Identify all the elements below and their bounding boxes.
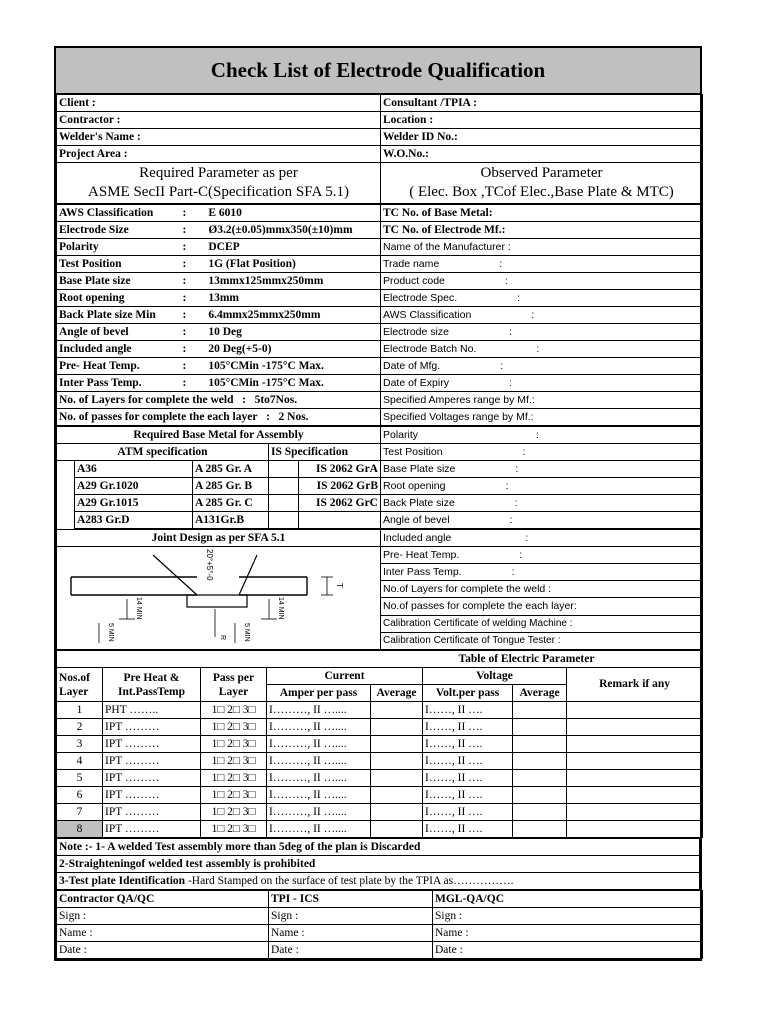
volt-field[interactable]: I……, II …. — [423, 736, 513, 753]
volt-field[interactable]: I……, II …. — [423, 719, 513, 736]
volt-average-field[interactable] — [513, 753, 567, 770]
parameter-table — [56, 204, 703, 426]
layer-column-header: Nos.of Layer — [57, 668, 103, 702]
passes-row: No. of passes for complete the each layer : 2 Nos. — [57, 409, 381, 426]
param-colon: : — [182, 274, 187, 287]
electric-row — [57, 719, 703, 736]
obs-calib-tester-field[interactable]: Calibration Certificate of Tongue Tester : — [381, 632, 703, 649]
amp-field[interactable]: I………, II ….... — [267, 736, 371, 753]
param-value-text: 105°CMin -175°C Max. — [208, 359, 324, 372]
volt-field[interactable]: I……, II …. — [423, 787, 513, 804]
voltage-column-header: Voltage — [423, 668, 567, 685]
voltage-average-header: Average — [513, 685, 567, 702]
observed-base-metal-field[interactable] — [381, 461, 703, 478]
param-label: Back Plate size Min — [57, 307, 173, 324]
param-value — [173, 205, 381, 222]
observed-field-label: Electrode Spec. — [383, 291, 458, 304]
amp-average-field[interactable] — [371, 787, 423, 804]
param-value — [173, 324, 381, 341]
param-value-text: 105°CMin -175°C Max. — [208, 376, 324, 389]
observed-field-label: Product code — [383, 274, 445, 287]
param-label: AWS Classification — [57, 205, 173, 222]
observed-colon: : — [536, 342, 540, 355]
observed-colon: : — [514, 496, 518, 509]
observed-colon: : — [508, 376, 512, 389]
amp-field[interactable]: I………, II ….... — [267, 821, 371, 838]
param-value — [173, 256, 381, 273]
atm-spec-a: A29 Gr.1015 — [75, 495, 193, 512]
volt-per-pass-header: Volt.per pass — [423, 685, 513, 702]
welder-name-field[interactable]: Welder's Name : — [57, 129, 381, 146]
observed-field-label: TC No. of Base Metal: — [383, 206, 493, 219]
observed-parameter-header: Observed Parameter ( Elec. Box ,TCof Elec.,Base Plate & MTC) — [381, 163, 703, 204]
electric-row — [57, 821, 703, 838]
observed-base-metal-field[interactable] — [381, 495, 703, 512]
observed-base-metal-field[interactable] — [381, 512, 703, 529]
pass-checkboxes[interactable]: 1□ 2□ 3□ — [201, 821, 267, 838]
remark-field[interactable] — [567, 787, 703, 804]
volt-field[interactable]: I……, II …. — [423, 821, 513, 838]
param-value — [173, 307, 381, 324]
temp-field[interactable]: IPT ……… — [103, 736, 201, 753]
param-value-text: 1G (Flat Position) — [208, 257, 296, 270]
amp-per-pass-header: Amper per pass — [267, 685, 371, 702]
param-colon: : — [182, 376, 187, 389]
obs-calib-machine-field[interactable]: Calibration Certificate of welding Machine : — [381, 615, 703, 632]
remark-column-header: Remark if any — [567, 668, 703, 702]
remark-field[interactable] — [567, 821, 703, 838]
remark-field[interactable] — [567, 804, 703, 821]
atm-spec-b: A 285 Gr. A — [193, 461, 269, 478]
observed-colon: : — [508, 325, 512, 338]
amp-field[interactable]: I………, II ….... — [267, 719, 371, 736]
temp-field[interactable]: IPT ……… — [103, 804, 201, 821]
is-spec-spacer — [269, 461, 299, 478]
amp-field[interactable]: I………, II ….... — [267, 787, 371, 804]
observed-colon: : — [499, 257, 503, 270]
layer-number: 6 — [57, 787, 103, 804]
atm-spec-b: A 285 Gr. C — [193, 495, 269, 512]
observed-field-label: Back Plate size — [383, 496, 455, 509]
is-spec-value — [299, 512, 381, 529]
included-angle-label: 20°+5°-0 — [205, 549, 214, 581]
param-label: Test Position — [57, 256, 173, 273]
amp-average-field[interactable] — [371, 702, 423, 719]
temp-field[interactable]: IPT ……… — [103, 770, 201, 787]
contractor-sign-field[interactable]: Sign : — [57, 908, 269, 925]
volt-field[interactable]: I……, II …. — [423, 753, 513, 770]
volt-average-field[interactable] — [513, 821, 567, 838]
amp-field[interactable]: I………, II ….... — [267, 804, 371, 821]
is-spec-spacer — [269, 512, 299, 529]
obs-layers-field[interactable]: No.of Layers for complete the weld : — [381, 581, 703, 598]
observed-field-label: AWS Classification — [383, 308, 472, 321]
electric-row — [57, 736, 703, 753]
mgl-date-field[interactable]: Date : — [433, 942, 703, 959]
param-value — [173, 273, 381, 290]
layer-number: 8 — [57, 821, 103, 838]
atm-spec-a: A29 Gr.1020 — [75, 478, 193, 495]
param-colon: : — [182, 359, 187, 372]
param-label: Pre- Heat Temp. — [57, 358, 173, 375]
electric-row — [57, 702, 703, 719]
current-column-header: Current — [267, 668, 423, 685]
base-metal-table — [56, 426, 703, 529]
metal-spacer — [57, 478, 75, 495]
volt-average-field[interactable] — [513, 787, 567, 804]
contractor-qaqc-header: Contractor QA/QC — [57, 891, 269, 908]
obs-preheat-field[interactable]: Pre- Heat Temp. : — [381, 547, 703, 564]
observed-field[interactable] — [381, 290, 703, 307]
electric-table-title: Table of Electric Parameter — [423, 651, 703, 668]
param-value — [173, 358, 381, 375]
min-5-label-right: 5 MIN — [243, 623, 250, 642]
observed-colon: : — [505, 479, 509, 492]
observed-colon: : — [515, 462, 519, 475]
observed-field[interactable] — [381, 222, 703, 239]
observed-field-label: Date of Expiry — [383, 376, 449, 389]
param-value — [173, 375, 381, 392]
joint-design-diagram — [57, 547, 381, 650]
observed-field-label: Electrode Batch No. — [383, 342, 477, 355]
contractor-field[interactable]: Contractor : — [57, 112, 381, 129]
root-label: R — [219, 635, 226, 641]
param-value-text: 10 Deg — [208, 325, 242, 338]
layer-number: 3 — [57, 736, 103, 753]
observed-field-label: Electrode size — [383, 325, 449, 338]
remark-field[interactable] — [567, 719, 703, 736]
note-3: 3-Test plate Identification -Hard Stamped on the surface of test plate by the TPIA as……………. — [57, 873, 700, 890]
is-spec-heading: IS Specification — [269, 444, 381, 461]
is-spec-spacer — [269, 495, 299, 512]
pass-checkboxes[interactable]: 1□ 2□ 3□ — [201, 787, 267, 804]
thickness-label: T — [335, 583, 344, 588]
page-title: Check List of Electrode Qualification — [56, 48, 700, 94]
observed-field[interactable] — [381, 324, 703, 341]
observed-colon: : — [500, 359, 504, 372]
consultant-field[interactable]: Consultant /TPIA : — [381, 95, 703, 112]
param-colon: : — [182, 291, 187, 304]
temp-field[interactable]: PHT …….. — [103, 702, 201, 719]
param-value-text: DCEP — [208, 240, 240, 253]
observed-field[interactable] — [381, 358, 703, 375]
observed-field[interactable] — [381, 375, 703, 392]
observed-field[interactable] — [381, 205, 703, 222]
base-metal-heading: Required Base Metal for Assembly — [57, 427, 381, 444]
tpi-name-field[interactable]: Name : — [269, 925, 433, 942]
observed-field-label: Name of the Manufacturer : — [383, 240, 511, 253]
layer-number: 5 — [57, 770, 103, 787]
contractor-date-field[interactable]: Date : — [57, 942, 269, 959]
pass-checkboxes[interactable]: 1□ 2□ 3□ — [201, 719, 267, 736]
observed-field-label: Base Plate size — [383, 462, 456, 475]
param-value — [173, 290, 381, 307]
param-label: Root opening — [57, 290, 173, 307]
amp-field[interactable]: I………, II ….... — [267, 702, 371, 719]
specified-amperes-field[interactable]: Specified Amperes range by Mf.: — [381, 392, 703, 409]
tpi-sign-field[interactable]: Sign : — [269, 908, 433, 925]
checklist-sheet — [54, 46, 702, 961]
mgl-name-field[interactable]: Name : — [433, 925, 703, 942]
amp-field[interactable]: I………, II ….... — [267, 770, 371, 787]
min-14-label-right: 14 MIN — [277, 597, 284, 620]
param-value-text: 6.4mmx25mmx250mm — [208, 308, 321, 321]
observed-field-label: Trade name — [383, 257, 440, 270]
param-value — [173, 239, 381, 256]
metal-spacer — [57, 512, 75, 529]
observed-field-label: Root opening — [383, 479, 446, 492]
layer-number: 7 — [57, 804, 103, 821]
atm-spec-b: A131Gr.B — [193, 512, 269, 529]
param-label: Electrode Size — [57, 222, 173, 239]
observed-base-metal-field[interactable] — [381, 478, 703, 495]
obs-included-angle-field[interactable]: Included angle : — [381, 530, 703, 547]
client-field[interactable]: Client : — [57, 95, 381, 112]
pass-checkboxes[interactable]: 1□ 2□ 3□ — [201, 753, 267, 770]
param-value — [173, 341, 381, 358]
layer-number: 4 — [57, 753, 103, 770]
wo-no-field[interactable]: W.O.No.: — [381, 146, 703, 163]
layers-row: No. of Layers for complete the weld : 5to7Nos. — [57, 392, 381, 409]
param-value-text: 20 Deg(+5-0) — [208, 342, 272, 355]
atm-spec-a: A36 — [75, 461, 193, 478]
remark-field[interactable] — [567, 770, 703, 787]
volt-average-field[interactable] — [513, 736, 567, 753]
contractor-name-field[interactable]: Name : — [57, 925, 269, 942]
joint-design-table — [56, 529, 703, 650]
pass-checkboxes[interactable]: 1□ 2□ 3□ — [201, 804, 267, 821]
param-value — [173, 222, 381, 239]
note-2: 2-Straighteningof welded test assembly is prohibited — [57, 856, 700, 873]
tpi-ics-header: TPI - ICS — [269, 891, 433, 908]
remark-field[interactable] — [567, 702, 703, 719]
weld-joint-drawing — [57, 547, 379, 649]
param-colon: : — [182, 325, 187, 338]
mgl-qaqc-header: MGL-QA/QC — [433, 891, 703, 908]
amp-field[interactable]: I………, II ….... — [267, 753, 371, 770]
min-5-label-left: 5 MIN — [107, 623, 114, 642]
electric-row — [57, 787, 703, 804]
amp-average-field[interactable] — [371, 804, 423, 821]
tpi-date-field[interactable]: Date : — [269, 942, 433, 959]
param-colon: : — [182, 308, 187, 321]
observed-colon: : — [504, 274, 508, 287]
observed-field[interactable] — [381, 239, 703, 256]
atm-spec-b: A 285 Gr. B — [193, 478, 269, 495]
obs-test-position-field[interactable]: Test Position : — [381, 444, 703, 461]
param-colon: : — [182, 240, 187, 253]
observed-field[interactable] — [381, 256, 703, 273]
volt-average-field[interactable] — [513, 770, 567, 787]
param-value-text: 13mmx125mmx250mm — [208, 274, 324, 287]
is-spec-value: IS 2062 GrB — [299, 478, 381, 495]
param-label: Polarity — [57, 239, 173, 256]
atm-spec-heading: ATM specification — [57, 444, 269, 461]
notes-table — [56, 838, 700, 890]
observed-field-label: Angle of bevel — [383, 513, 450, 526]
volt-average-field[interactable] — [513, 719, 567, 736]
param-label: Inter Pass Temp. — [57, 375, 173, 392]
welder-id-field[interactable]: Welder ID No.: — [381, 129, 703, 146]
obs-passes-field[interactable]: No.of passes for complete the each layer: — [381, 598, 703, 615]
is-spec-spacer — [269, 478, 299, 495]
metal-spacer — [57, 461, 75, 478]
volt-average-field[interactable] — [513, 804, 567, 821]
electric-row — [57, 753, 703, 770]
temp-field[interactable]: IPT ……… — [103, 719, 201, 736]
param-value-text: 13mm — [208, 291, 240, 304]
layer-number: 2 — [57, 719, 103, 736]
obs-interpass-field[interactable]: Inter Pass Temp. : — [381, 564, 703, 581]
amp-average-field[interactable] — [371, 770, 423, 787]
pass-column-header: Pass per Layer — [201, 668, 267, 702]
observed-colon: : — [517, 291, 521, 304]
electric-parameter-table — [56, 650, 703, 838]
observed-field-label: TC No. of Electrode Mf.: — [383, 223, 506, 236]
atm-spec-a: A283 Gr.D — [75, 512, 193, 529]
header-fields-table — [56, 94, 703, 204]
required-parameter-header: Required Parameter as per ASME SecII Part-C(Specification SFA 5.1) — [57, 163, 381, 204]
param-colon: : — [182, 257, 187, 270]
amp-average-field[interactable] — [371, 821, 423, 838]
volt-field[interactable]: I……, II …. — [423, 804, 513, 821]
joint-design-heading: Joint Design as per SFA 5.1 — [57, 530, 381, 547]
temp-field[interactable]: IPT ……… — [103, 821, 201, 838]
pass-checkboxes[interactable]: 1□ 2□ 3□ — [201, 736, 267, 753]
param-value-text: E 6010 — [208, 206, 242, 219]
pass-checkboxes[interactable]: 1□ 2□ 3□ — [201, 770, 267, 787]
volt-field[interactable]: I……, II …. — [423, 702, 513, 719]
metal-spacer — [57, 495, 75, 512]
observed-field[interactable] — [381, 307, 703, 324]
is-spec-value: IS 2062 GrA — [299, 461, 381, 478]
remark-field[interactable] — [567, 736, 703, 753]
param-label: Angle of bevel — [57, 324, 173, 341]
electric-row — [57, 770, 703, 787]
observed-colon: : — [531, 308, 535, 321]
param-colon: : — [182, 342, 187, 355]
amp-average-field[interactable] — [371, 753, 423, 770]
note-1: Note :- 1- A welded Test assembly more than 5deg of the plan is Discarded — [57, 839, 700, 856]
volt-field[interactable]: I……, II …. — [423, 770, 513, 787]
mgl-sign-field[interactable]: Sign : — [433, 908, 703, 925]
amp-average-field[interactable] — [371, 719, 423, 736]
electric-row — [57, 804, 703, 821]
volt-average-field[interactable] — [513, 702, 567, 719]
param-label: Base Plate size — [57, 273, 173, 290]
param-colon: : — [182, 223, 187, 236]
pass-checkboxes[interactable]: 1□ 2□ 3□ — [201, 702, 267, 719]
obs-polarity-field[interactable]: Polarity : — [381, 427, 703, 444]
specified-voltages-field[interactable]: Specified Voltages range by Mf.: — [381, 409, 703, 426]
amp-average-field[interactable] — [371, 736, 423, 753]
temp-field[interactable]: IPT ……… — [103, 753, 201, 770]
is-spec-value: IS 2062 GrC — [299, 495, 381, 512]
project-area-field[interactable]: Project Area : — [57, 146, 381, 163]
current-average-header: Average — [371, 685, 423, 702]
preheat-column-header: Pre Heat & Int.PassTemp — [103, 668, 201, 702]
observed-field[interactable] — [381, 273, 703, 290]
observed-colon: : — [509, 513, 513, 526]
remark-field[interactable] — [567, 753, 703, 770]
min-14-label-left: 14 MIN — [135, 597, 142, 620]
signature-table — [56, 890, 703, 959]
temp-field[interactable]: IPT ……… — [103, 787, 201, 804]
observed-field[interactable] — [381, 341, 703, 358]
layer-number: 1 — [57, 702, 103, 719]
param-label: Included angle — [57, 341, 173, 358]
location-field[interactable]: Location : — [381, 112, 703, 129]
param-colon: : — [182, 206, 187, 219]
param-value-text: Ø3.2(±0.05)mmx350(±10)mm — [208, 223, 353, 236]
observed-field-label: Date of Mfg. — [383, 359, 441, 372]
